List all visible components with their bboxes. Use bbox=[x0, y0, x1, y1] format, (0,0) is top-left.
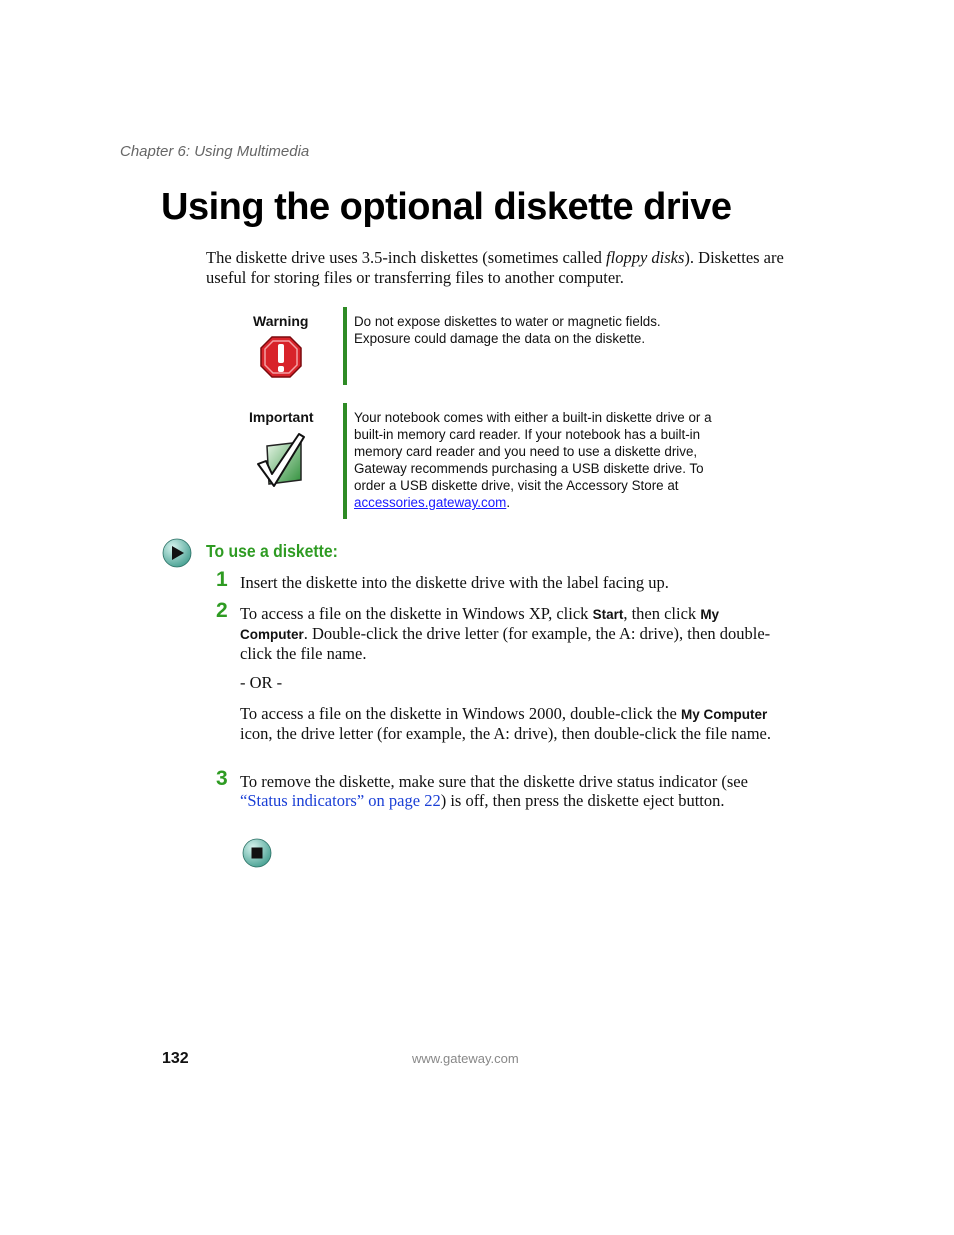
important-body: Your notebook comes with either a built-in diskette drive or a built-in memory card reader. If your notebook has a built-in memory card reader and you need to use a diskette drive, Gateway recommends purchasing a USB diskette drive. To order a USB diskette drive, visit the Accessory Store at bbox=[354, 410, 712, 493]
step-2-or: - OR - bbox=[240, 673, 283, 692]
important-bar bbox=[343, 403, 347, 519]
important-label: Important bbox=[249, 409, 314, 425]
warning-line-2: Exposure could damage the data on the diskette. bbox=[354, 331, 646, 346]
intro-text-2: ). Diskettes are useful for storing files or transferring files to another computer. bbox=[206, 248, 784, 287]
warning-label: Warning bbox=[253, 313, 309, 329]
status-indicators-xref[interactable]: “Status indicators” on page 22 bbox=[240, 791, 441, 810]
intro-text-1: The diskette drive uses 3.5-inch diskettes (sometimes called bbox=[206, 248, 607, 267]
step-2-a2: , then click bbox=[623, 604, 701, 623]
start-ui-label: Start bbox=[592, 607, 624, 622]
step-2-b2: icon, the drive letter (for example, the A: drive), then double-click the file name. bbox=[240, 724, 772, 743]
stop-square-icon bbox=[242, 838, 272, 868]
step-2-text-2000 bbox=[240, 704, 780, 743]
important-text bbox=[354, 409, 716, 511]
my-computer-ui-label-2: My Computer bbox=[680, 707, 768, 722]
intro-italic-term: floppy disks bbox=[606, 248, 685, 267]
accessories-link[interactable]: accessories.gateway.com bbox=[354, 495, 507, 510]
step-2-number: 2 bbox=[216, 599, 228, 622]
chapter-header: Chapter 6: Using Multimedia bbox=[120, 143, 310, 160]
warning-bar bbox=[343, 307, 347, 385]
warning-line-1: Do not expose diskettes to water or magnetic fields. bbox=[354, 314, 661, 329]
step-2-a3: . Double-click the drive letter (for example, the A: drive), then double-click the file name. bbox=[240, 624, 771, 663]
play-arrow-icon bbox=[162, 538, 192, 568]
page-number: 132 bbox=[162, 1050, 189, 1067]
step-2-b1: To access a file on the diskette in Windows 2000, double-click the bbox=[240, 704, 681, 723]
warning-text bbox=[354, 313, 716, 347]
important-end: . bbox=[506, 495, 511, 510]
step-3-text bbox=[240, 772, 780, 810]
step-2-text-xp bbox=[240, 604, 780, 663]
footer-url: www.gateway.com bbox=[412, 1051, 519, 1066]
step-3-t1: To remove the diskette, make sure that the diskette drive status indicator (see bbox=[240, 772, 748, 791]
my-computer-ui-label: My Computer bbox=[240, 607, 720, 642]
step-3-t2: ) is off, then press the diskette eject button. bbox=[440, 791, 725, 810]
step-2-a1: To access a file on the diskette in Windows XP, click bbox=[240, 604, 593, 623]
step-3-number: 3 bbox=[216, 767, 228, 790]
step-1-text: Insert the diskette into the diskette drive with the label facing up. bbox=[240, 573, 669, 592]
page-title: Using the optional diskette drive bbox=[161, 186, 732, 228]
checkmark-icon bbox=[255, 432, 307, 488]
step-1-number: 1 bbox=[216, 568, 228, 591]
stop-exclamation-icon bbox=[259, 335, 303, 379]
intro-paragraph bbox=[206, 248, 786, 287]
procedure-title: To use a diskette: bbox=[206, 541, 338, 561]
